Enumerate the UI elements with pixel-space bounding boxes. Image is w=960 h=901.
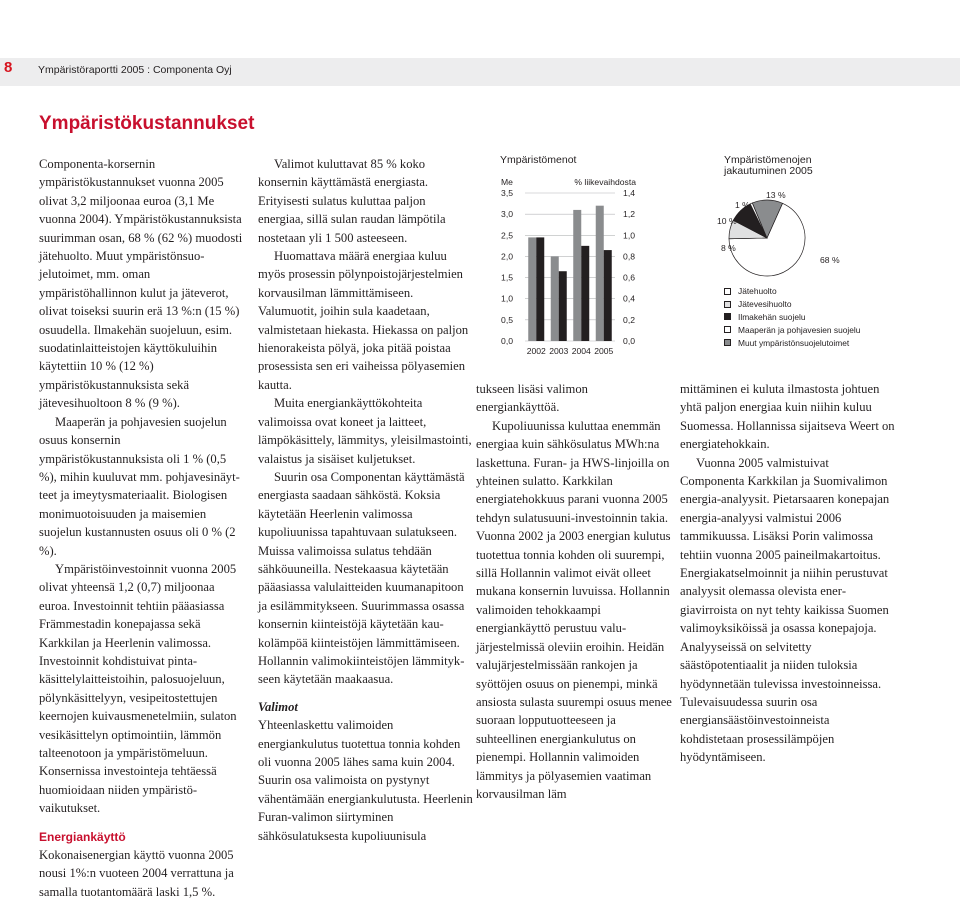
text-column-4 [680,380,896,767]
x-tick-label: 2002 [526,346,546,356]
pie-label-1: 1 % [735,200,750,210]
subheading-energiankaytto: Energiankäyttö [39,829,126,844]
x-tick-label: 2004 [571,346,591,356]
paragraph: Kupoliuunissa kuluttaa enemmän energiaa kuin sähkösulatus MWh:na laskettuna. Furan- ja HWS-linjoilla on yhteinen sulatto. Karkkilan energiatehokkuus parani vuonna 2005 tehdyn sulatusuuni-investoinnin takia. Vuonna 2002 ja 2003 energian kulutus tuotettua tonnia kohden oli suurempi, sillä Hollannin valimot eivät olleet mukana konsernin luvuissa. Hollannin valimoiden tehokkaampi energiankäyttö perustuu valujärjestelmissä oleviin eroihin. Heidän valujärjestelmissään rankojen ja syöttöjen osuus on pienempi, minkä ansiosta sulasta suurempi osuus menee suoraan lopputuotteeseen ja suhteellinen energiankulutus on pienempi. Hollannin valimoiden lämmitys ja pölyasemien vaatiman korvausilman läm [476,418,672,801]
paragraph: Muita energiankäyttökohteita valimoissa ovat koneet ja laitteet, lämpökäsittely, lämmitys, yleisilmastointi, valaistus ja sisäiset kuljetukset. [258,396,472,466]
left-tick-label: 1,5 [501,272,513,283]
pie-legend [724,285,860,349]
legend-item [724,336,860,349]
x-tick-label: 2003 [549,346,569,356]
legend-item [724,285,860,298]
right-tick-label: 1,4 [623,188,635,198]
left-axis-unit: Me [501,177,513,187]
paragraph: Valimot kuluttavat 85 % koko konsernin käyttämästä energiasta. Erityisesti sulatus kuluttaa paljon energiaa, sillä sulan raudan lämpötila nostetaan yli 1 500 asteeseen. [258,157,446,245]
pie-label-10: 10 % [717,216,737,226]
text-column-2 [258,155,474,845]
legend-item [724,323,860,336]
subheading-valimot: Valimot [258,699,298,714]
pie-title-line-1: Ympäristömenojen [724,154,812,166]
right-tick-label: 0,2 [623,314,635,325]
paragraph: mittäminen ei kuluta ilmastosta johtuen yhtä paljon energiaa kuin niihin kuluu Suomessa. Hollannissa sijaitseva Weert on energiatehokkain. [680,382,895,452]
text-column-3 [476,380,672,803]
right-tick-label: 1,0 [623,230,635,241]
legend-item [724,298,860,311]
page-number: 8 [4,59,13,76]
paragraph: Maaperän ja pohjavesien suojelun osuus konsernin ympäristökustannuksista oli 1 % (0,5 %), mihin kuuluvat mm. pohjavesinäytteet ja imeytysmateriaalit. Biologisen monimuotoisuuden ja maisemien suojelun kustannusten osuus oli 0 % (2 %). [39,414,240,558]
left-tick-label: 3,5 [501,188,513,198]
x-axis-labels [527,346,614,356]
right-tick-label: 0,0 [623,336,635,346]
left-tick-label: 0,0 [501,336,513,346]
left-tick-label: 2,0 [501,251,513,262]
text-column-1 [39,155,243,901]
bar-liikevaihto-2005 [604,250,612,341]
bar-chart-title: Ympäristömenot [500,154,577,166]
legend-label: Ilmakehän suojelu [738,311,806,322]
legend-swatch [724,288,731,295]
paragraph: Huomattava määrä energiaa kuluu myös prosessin pölynpoistojärjestelmien korvausilman lämmittämiseen. Valumuotit, joihin sula kaadetaan, valmistetaan hiekasta. Hiekassa on paljon hienorakeista pölyä, joka pitää poistaa prosessista sen eri vaiheissa pölyasemien kautta. [258,249,469,392]
bar-menot-2005 [596,206,604,341]
right-axis-unit: % liikevaihdosta [574,177,636,187]
legend-item [724,311,860,324]
pie-chart-title [724,155,813,177]
legend-swatch [724,326,731,333]
pie-label-68: 68 % [820,255,840,265]
legend-swatch [724,339,731,346]
paragraph: tukseen lisäsi valimon energiankäyttöä. [476,382,588,415]
x-tick-label: 2005 [594,346,614,356]
right-tick-label: 0,4 [623,293,635,304]
right-tick-label: 1,2 [623,209,635,220]
right-tick-label: 0,6 [623,272,635,283]
left-tick-label: 1,0 [501,293,513,304]
bar-menot-2003 [551,256,559,341]
left-axis-ticks [501,188,513,346]
legend-label: Jätehuolto [738,286,777,297]
right-axis-ticks [623,188,635,346]
pie-chart [715,180,845,290]
pie-title-line-2: jakautuminen 2005 [724,165,813,177]
pie-label-8: 8 % [721,243,736,253]
legend-swatch [724,313,731,320]
legend-swatch [724,301,731,308]
paragraph: Ympäristöinvestoinnit vuonna 2005 olivat yhteensä 1,2 (0,7) miljoonaa euroa. Investoinnit tehtiin pääasiassa Främmestadin konepajassa sekä Karkkilan ja Heerlenin valimossa. Investoinnit kohdistuivat pintakäsittelylaitteistoihin, palosuojeluun, pölynkäsittelyyn, vesipeitostettujen keernojen kuivausmenetelmiin, sulaton vesikäsittelyn optimointiin, lämmön talteenotoon ja ympäristömeluun. Konsernissa investointeja tehtäessä huomioidaan niiden ympäristövaikutukset. [39,561,237,816]
legend-label: Maaperän ja pohjavesien suojelu [738,324,861,335]
paragraph: Yhteenlaskettu valimoiden energiankulutus tuotettua tonnia kohden oli vuonna 2005 lähes sama kuin 2004. Suurin osa valimoista on pystynyt vähentämään energiankulutusta. Heerlenin Furan-valimon siirtyminen sähkösulatuksesta kupoliuunisula [258,718,473,843]
paragraph: Kokonaisenergian käyttö vuonna 2005 nousi 1%:n vuoteen 2004 verrattuna ja samalla tuotantomäärä laski 1,5 %. [39,848,234,899]
paragraph: Componenta-korsernin ympäristökustannukset vuonna 2005 olivat 3,2 miljoonaa euroa (3,1 Me vuonna 2004). Ympäristökustannuksista suurimman osan, 68 % (62 %) muodosti jätehuolto. Muut ympäristönsuojelutoimet, mm. oman ympäristöhallinnon kulut ja jäteverot, olivat toiseksi suurin erä 13 %:n (15 %) osuudella. Ilmakehän suojeluun, esim. suodatinlaitteistojen käyttökuluihin käytettiin 10 % (12 %) ympäristökustannuksista sekä jätevesihuoltoon 8 % (9 %). [39,157,243,411]
bar-liikevaihto-2003 [559,271,567,341]
paragraph: Suurin osa Componentan käyttämästä energiasta saadaan sähköstä. Koksia käytetään Heerlenin valimossa kupoliuunissa tapahtuvaan sulatukseen. Muissa valimoissa sulatus tehdään sähköuuneilla. Nestekaasua käytetään pääasiassa valulaitteiden kuumanapitoon ja esilämmitykseen. Suurimmassa osassa konsernin kiinteistöjä käytetään kaukolämpöä kiinteistöjen lämmittämiseen. Hollannin valimokiinteistöjen lämmitykseen käytetään maakaasua. [258,469,465,687]
left-tick-label: 2,5 [501,230,513,241]
pie-slices [729,200,805,276]
bar-menot-2004 [573,210,581,341]
left-tick-label: 3,0 [501,209,513,220]
bar-liikevaihto-2004 [581,246,589,341]
page-title: Ympäristökustannukset [39,113,255,134]
right-tick-label: 0,8 [623,251,635,262]
legend-label: Muut ympäristönsuojelutoimet [738,337,850,348]
running-title: Ympäristöraportti 2005 : Componenta Oyj [38,64,232,76]
bar-liikevaihto-2002 [536,237,544,341]
pie-label-13: 13 % [766,190,786,200]
legend-label: Jätevesihuolto [738,299,792,310]
bar-marks [528,206,612,341]
left-tick-label: 0,5 [501,314,513,325]
paragraph: Vuonna 2005 valmistuivat Componenta Karkkilan ja Suomivalimon energia-analyysit. Pietarsaaren konepajan energia-analyysi valmistui 2006 tammikuussa. Lisäksi Porin valimossa tehtiin vuonna 2005 paineilmakartoitus. Energiakatselmoinnit ja niihin perustuvat analyysit olemassa olevista energiavirroista on nyt tehty kaikissa Suomen valimoyksiköissä ja osassa konepajoja. Analyyseissä on selvitetty säästöpotentiaalit ja niiden tuloksia hyödynnetään tulevissa investoinneissa. Tulevaisuudessa suurin osa energiansäästöinvestoinneista kohdistetaan prosessilämpöjen hyödyntämiseen. [680,455,890,765]
bar-chart [495,170,665,390]
bar-menot-2002 [528,237,536,341]
